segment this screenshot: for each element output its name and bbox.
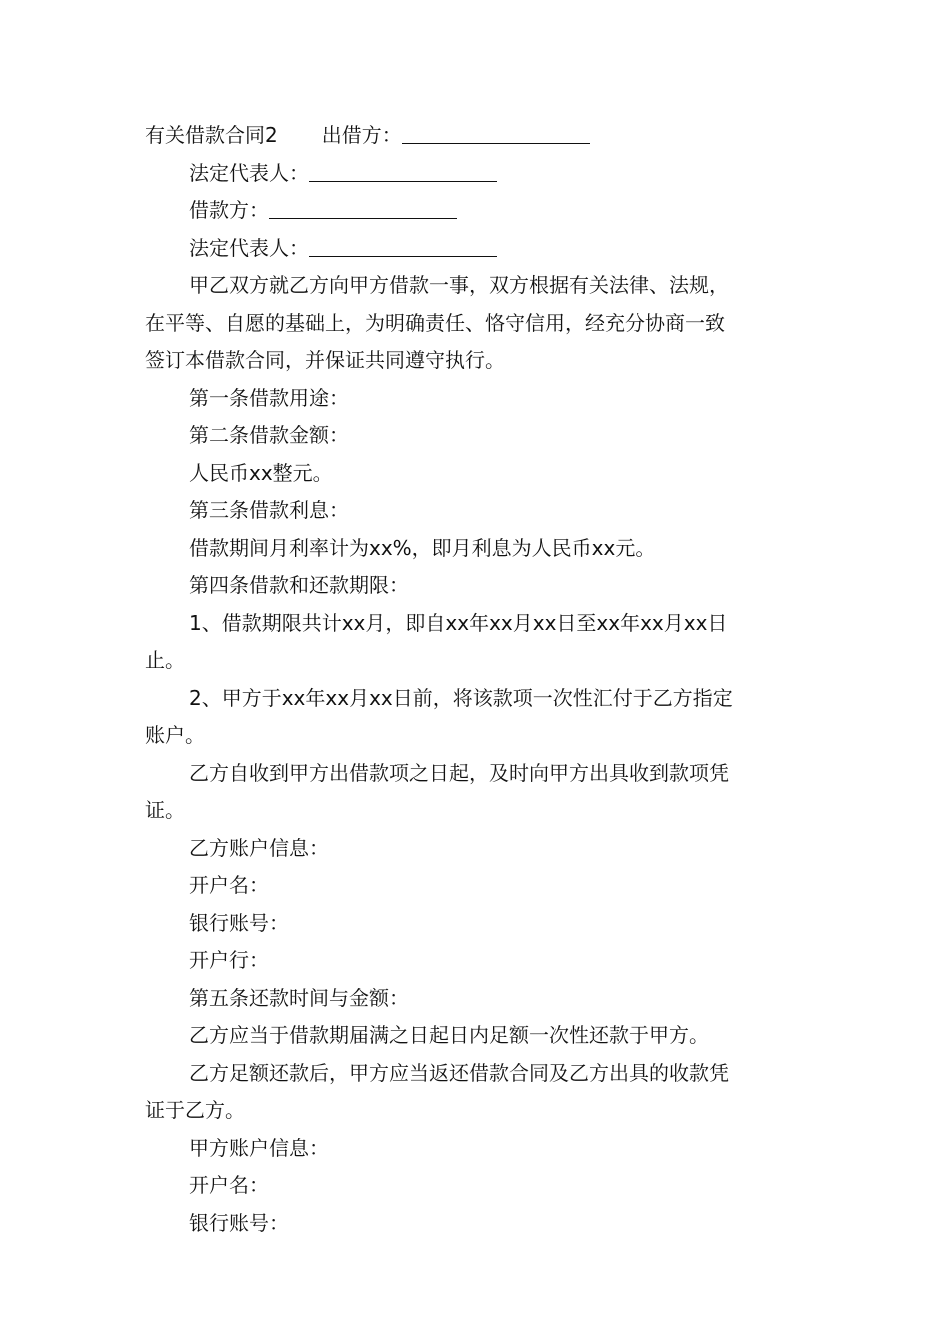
lender-rep-blank — [309, 161, 497, 182]
article-4-item-1-line-2: 止。 — [145, 648, 185, 672]
intro-line-1: 甲乙双方就乙方向甲方借款一事，双方根据有关法律、法规， — [189, 273, 729, 297]
borrower-account-info: 乙方账户信息： — [189, 835, 329, 860]
borrower-account-number: 银行账号： — [189, 910, 289, 935]
return-line-1: 乙方足额还款后，甲方应当返还借款合同及乙方出具的收款凭 — [189, 1060, 729, 1085]
article-4-item-2-line-1: 2、甲方于xx年xx月xx日前，将该款项一次性汇付于乙方指定 — [189, 685, 733, 710]
lender-rep-line — [145, 155, 810, 193]
article-5-heading: 第五条还款时间与金额： — [189, 985, 409, 1010]
receipt-line-1: 乙方自收到甲方出借款项之日起，及时向甲方出具收到款项凭 — [189, 760, 729, 785]
article-1-heading: 第一条借款用途： — [189, 385, 349, 410]
borrower-line — [145, 192, 810, 230]
receipt-paragraph — [145, 755, 810, 830]
intro-paragraph — [145, 267, 810, 380]
article-3-heading: 第三条借款利息： — [189, 498, 349, 522]
title-line — [145, 117, 810, 155]
borrower-blank — [269, 198, 457, 219]
lender-account-info: 甲方账户信息： — [189, 1135, 329, 1160]
article-2-heading: 第二条借款金额： — [189, 423, 349, 447]
article-2-text: 人民币xx整元。 — [189, 460, 333, 485]
borrower-rep-blank — [309, 236, 497, 257]
return-paragraph — [145, 1055, 810, 1130]
borrower-label: 借款方： — [189, 198, 269, 222]
lender-account-number: 银行账号： — [189, 1210, 289, 1235]
intro-line-3: 签订本借款合同，并保证共同遵守执行。 — [145, 348, 505, 372]
article-5-text: 乙方应当于借款期届满之日起日内足额一次性还款于甲方。 — [189, 1023, 709, 1047]
article-4-heading: 第四条借款和还款期限： — [189, 573, 409, 597]
borrower-rep-line — [145, 230, 810, 268]
article-4-item-2-line-2: 账户。 — [145, 723, 205, 747]
lender-account-name: 开户名： — [189, 1173, 269, 1197]
return-line-2: 证于乙方。 — [145, 1098, 245, 1122]
article-4-item-1-line-1: 1、借款期限共计xx月，即自xx年xx月xx日至xx年xx月xx日 — [189, 610, 728, 635]
borrower-account-name: 开户名： — [189, 873, 269, 897]
lender-label: 出借方： — [321, 123, 402, 147]
lender-blank — [402, 123, 590, 144]
borrower-rep-label: 法定代表人： — [189, 235, 309, 260]
article-3-text: 借款期间月利率计为xx%，即月利息为人民币xx元。 — [189, 535, 656, 560]
lender-rep-label: 法定代表人： — [189, 160, 309, 185]
borrower-bank: 开户行： — [189, 948, 269, 972]
receipt-line-2: 证。 — [145, 798, 185, 822]
article-4-item-2 — [145, 680, 810, 755]
document-title: 有关借款合同2 — [145, 123, 278, 147]
contract-body — [145, 117, 810, 1242]
article-4-item-1 — [145, 605, 810, 680]
intro-line-2: 在平等、自愿的基础上，为明确责任、恪守信用，经充分协商一致 — [145, 310, 725, 335]
